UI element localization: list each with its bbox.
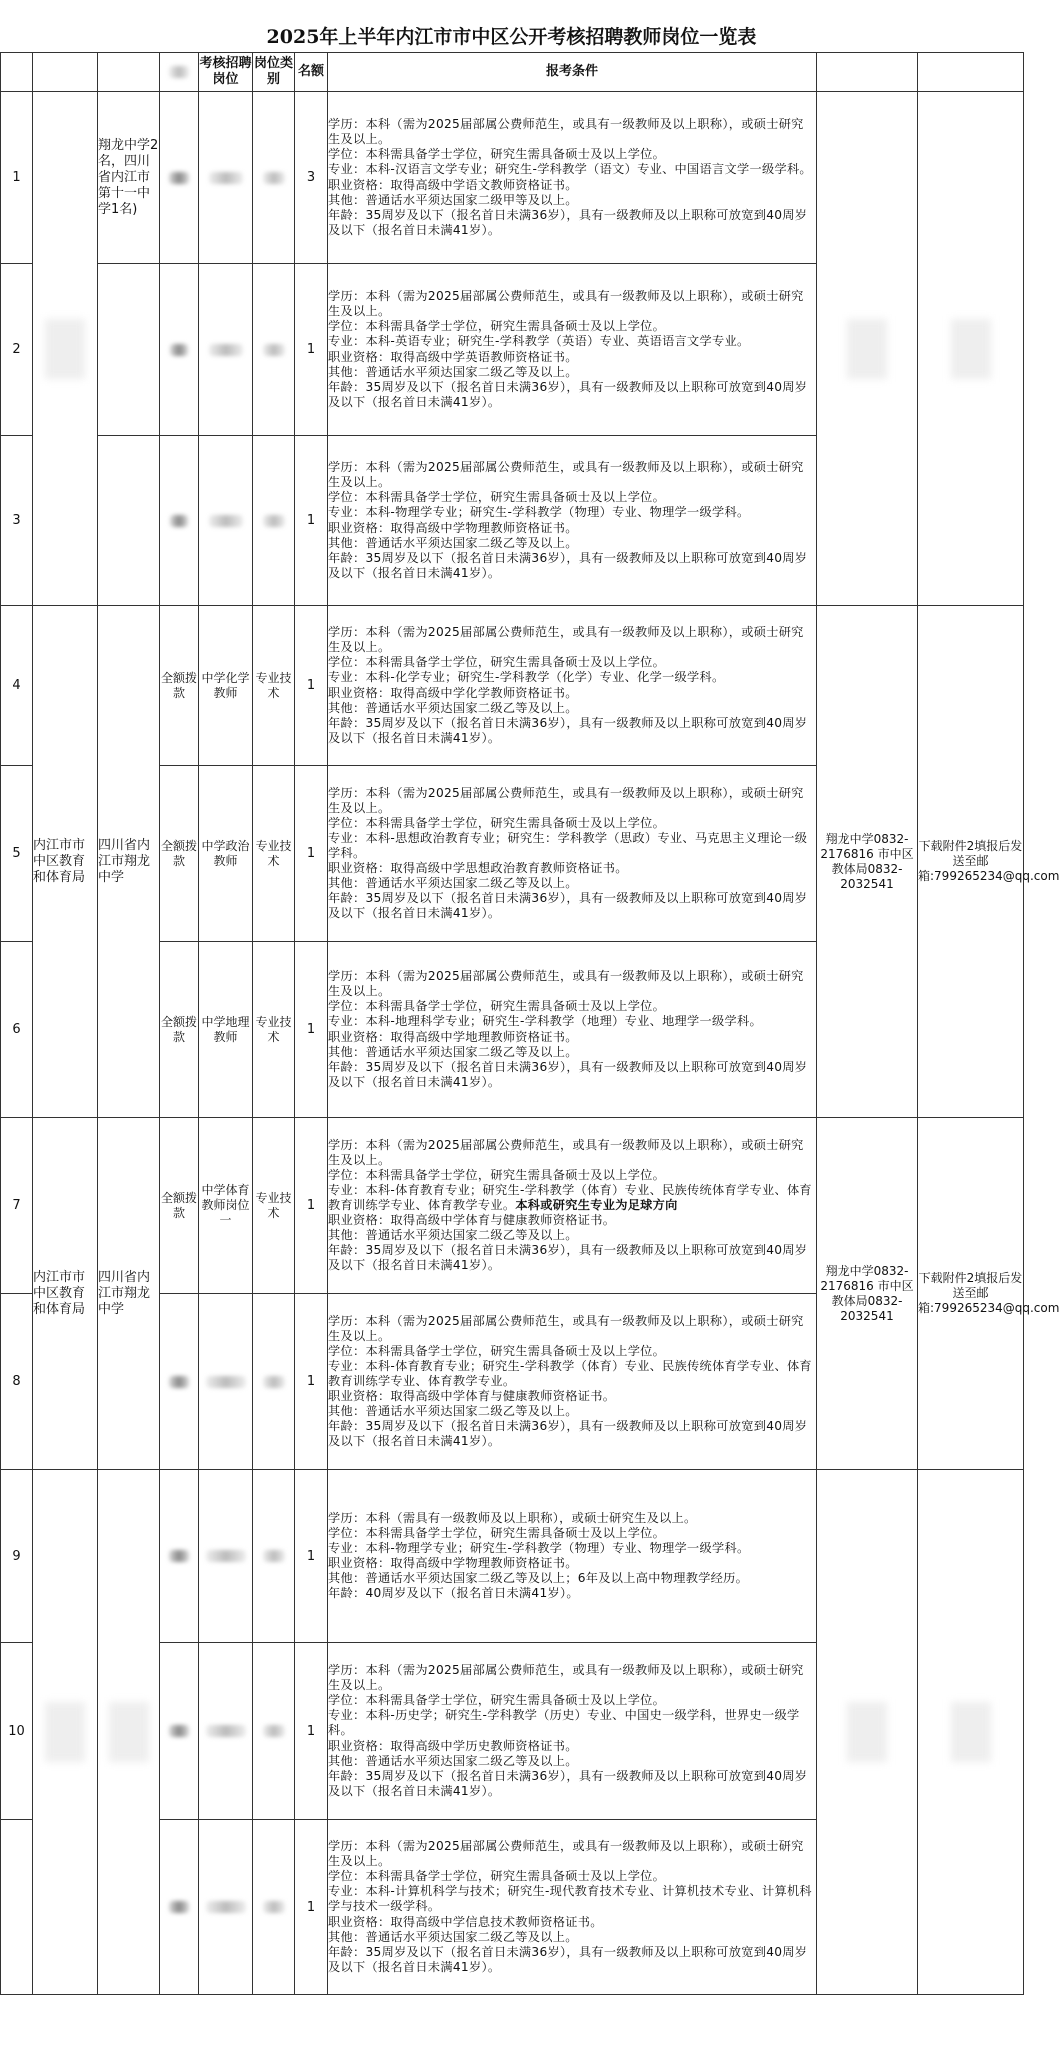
submit-cell: 下载附件2填报后发送至邮箱:799265234@qq.com bbox=[918, 606, 1024, 1118]
unit-cell: 内江市市中区教育和体育局 bbox=[33, 1118, 98, 1470]
count-cell: 1 bbox=[295, 1643, 328, 1820]
req-major: 专业：本科-汉语言文学专业；研究生-学科教学（语文）专业、中国语言文学一级学科。 bbox=[328, 162, 812, 177]
type-cell: 专业技术 bbox=[253, 766, 295, 942]
contact-cell-blurred bbox=[817, 1470, 918, 1995]
header-school bbox=[98, 53, 160, 92]
funding-cell bbox=[160, 436, 199, 606]
requirements-cell: 学历：本科（需为2025届部属公费师范生，或具有一级教师及以上职称），或硕士研究生及以上。 学位：本科需具备学士学位，研究生需具备硕士及以上学位。 专业：本科-英语专业；研究生-学科教学（英语）专业、英语语言文学专业。 职业资格：取得高级中学英语教师资格证书。 其他：普通话水平须达国家二级乙等及以上。 年龄：35周岁及以下（报名首日未满36岁），具有一级教师及以上职称可放宽到40周岁及以下（报名首日未满41岁）。 bbox=[328, 264, 817, 436]
requirements-cell: 学历：本科（需为2025届部属公费师范生，或具有一级教师及以上职称），或硕士研究生及以上。 学位：本科需具备学士学位，研究生需具备硕士及以上学位。 专业：本科-历史学；研究生-学科教学（历史）专业、中国史一级学科，世界史一级学科。 职业资格：取得高级中学历史教师资格证书。 其他：普通话水平须达国家二级乙等及以上。 年龄：35周岁及以下（报名首日未满36岁），具有一级教师及以上职称可放宽到40周岁及以下（报名首日未满41岁）。 bbox=[328, 1643, 817, 1820]
submit-cell-blurred bbox=[918, 1470, 1024, 1995]
post-cell bbox=[199, 1820, 253, 1995]
type-cell: 专业技术 bbox=[253, 1118, 295, 1294]
funding-cell bbox=[160, 1820, 199, 1995]
submit-cell-blurred bbox=[918, 92, 1024, 606]
post-cell bbox=[199, 264, 253, 436]
post-cell bbox=[199, 436, 253, 606]
row-number: 2 bbox=[1, 264, 33, 436]
unit-cell-blurred bbox=[33, 1470, 98, 1995]
count-cell: 1 bbox=[295, 1118, 328, 1294]
submit-cell: 下载附件2填报后发送至邮箱:799265234@qq.com bbox=[918, 1118, 1024, 1470]
type-cell bbox=[253, 1820, 295, 1995]
post-cell: 中学地理教师 bbox=[199, 942, 253, 1118]
school-cell bbox=[98, 436, 160, 606]
funding-cell: 全额拨款 bbox=[160, 606, 199, 766]
school-cell bbox=[98, 264, 160, 436]
requirements-cell: 学历：本科（需为2025届部属公费师范生，或具有一级教师及以上职称），或硕士研究生及以上。 学位：本科需具备学士学位，研究生需具备硕士及以上学位。 专业：本科-体育教育专业；研究生-学科教学（体育）专业、民族传统体育学专业、体育教育训练学专业、体育教学专业。 职业资格：取得高级中学体育与健康教师资格证书。 其他：普通话水平须达国家二级乙等及以上。 年龄：35周岁及以下（报名首日未满36岁），具有一级教师及以上职称可放宽到40周岁及以下（报名首日未满41岁）。 bbox=[328, 1294, 817, 1470]
post-cell bbox=[199, 1294, 253, 1470]
header-type: 岗位类别 bbox=[253, 53, 295, 92]
post-cell bbox=[199, 1643, 253, 1820]
funding-cell: 全额拨款 bbox=[160, 1118, 199, 1294]
post-cell: 中学政治教师 bbox=[199, 766, 253, 942]
count-cell: 1 bbox=[295, 942, 328, 1118]
unit-cell: 内江市市中区教育和体育局 bbox=[33, 606, 98, 1118]
header-contact bbox=[817, 53, 918, 92]
requirements-cell: 学历：本科（需为2025届部属公费师范生，或具有一级教师及以上职称），或硕士研究生及以上。 学位：本科需具备学士学位，研究生需具备硕士及以上学位。 专业：本科-思想政治教育专业；研究生：学科教学（思政）专业、马克思主义理论一级学科。 职业资格：取得高级中学思想政治教育教师资格证书。 其他：普通话水平须达国家二级乙等及以上。 年龄：35周岁及以下（报名首日未满36岁），具有一级教师及以上职称可放宽到40周岁及以下（报名首日未满41岁）。 bbox=[328, 766, 817, 942]
funding-cell bbox=[160, 1643, 199, 1820]
header-post: 考核招聘岗位 bbox=[199, 53, 253, 92]
req-other: 其他：普通话水平须达国家二级甲等及以上。 bbox=[328, 192, 578, 207]
school-cell: 四川省内江市翔龙中学 bbox=[98, 1118, 160, 1470]
table-row bbox=[1, 606, 1024, 766]
post-cell: 中学体育教师岗位一 bbox=[199, 1118, 253, 1294]
header-count: 名额 bbox=[295, 53, 328, 92]
type-cell: 专业技术 bbox=[253, 942, 295, 1118]
row-number: 7 bbox=[1, 1118, 33, 1294]
type-cell bbox=[253, 1294, 295, 1470]
header-unit bbox=[33, 53, 98, 92]
requirements-cell: 学历：本科（需为2025届部属公费师范生，或具有一级教师及以上职称），或硕士研究生及以上。 学位：本科需具备学士学位，研究生需具备硕士及以上学位。 专业：本科-地理科学专业；研究生-学科教学（地理）专业、地理学一级学科。 职业资格：取得高级中学地理教师资格证书。 其他：普通话水平须达国家二级乙等及以上。 年龄：35周岁及以下（报名首日未满36岁），具有一级教师及以上职称可放宽到40周岁及以下（报名首日未满41岁）。 bbox=[328, 942, 817, 1118]
header-requirements: 报考条件 bbox=[328, 53, 817, 92]
row-number: 1 bbox=[1, 92, 33, 264]
row-number: 4 bbox=[1, 606, 33, 766]
table-row bbox=[1, 1118, 1024, 1294]
count-cell: 3 bbox=[295, 92, 328, 264]
req-highlight: 本科或研究生专业为足球方向 bbox=[515, 1197, 678, 1212]
recruitment-table bbox=[0, 52, 1059, 1995]
header-funding bbox=[160, 53, 199, 92]
type-cell: 专业技术 bbox=[253, 606, 295, 766]
page-title: 2025年上半年内江市市中区公开考核招聘教师岗位一览表 bbox=[266, 26, 757, 48]
post-cell: 中学化学教师 bbox=[199, 606, 253, 766]
row-number: 5 bbox=[1, 766, 33, 942]
count-cell: 1 bbox=[295, 1820, 328, 1995]
header-no bbox=[1, 53, 33, 92]
funding-cell bbox=[160, 264, 199, 436]
type-cell bbox=[253, 1470, 295, 1643]
post-cell bbox=[199, 92, 253, 264]
row-number: 10 bbox=[1, 1643, 33, 1820]
school-cell-blurred bbox=[98, 1470, 160, 1995]
school-cell: 四川省内江市翔龙中学 bbox=[98, 606, 160, 1118]
count-cell: 1 bbox=[295, 436, 328, 606]
count-cell: 1 bbox=[295, 264, 328, 436]
row-number: 8 bbox=[1, 1294, 33, 1470]
funding-cell: 全额拨款 bbox=[160, 766, 199, 942]
table-row bbox=[1, 92, 1024, 264]
row-number: 6 bbox=[1, 942, 33, 1118]
requirements-cell: 学历：本科（需为2025届部属公费师范生，或具有一级教师及以上职称），或硕士研究生及以上。 学位：本科需具备学士学位，研究生需具备硕士及以上学位。 专业：本科-物理学专业；研究生-学科教学（物理）专业、物理学一级学科。 职业资格：取得高级中学物理教师资格证书。 其他：普通话水平须达国家二级乙等及以上。 年龄：35周岁及以下（报名首日未满36岁），具有一级教师及以上职称可放宽到40周岁及以下（报名首日未满41岁）。 bbox=[328, 436, 817, 606]
requirements-cell: 学历：本科（需为2025届部属公费师范生，或具有一级教师及以上职称），或硕士研究生及以上。 学位：本科需具备学士学位，研究生需具备硕士及以上学位。 专业：本科-计算机科学与技术；研究生-现代教育技术专业、计算机技术专业、计算机科学与技术一级学科。 职业资格：取得高级中学信息技术教师资格证书。 其他：普通话水平须达国家二级乙等及以上。 年龄：35周岁及以下（报名首日未满36岁），具有一级教师及以上职称可放宽到40周岁及以下（报名首日未满41岁）。 bbox=[328, 1820, 817, 1995]
post-cell bbox=[199, 1470, 253, 1643]
row-number: 3 bbox=[1, 436, 33, 606]
table-row bbox=[1, 1470, 1024, 1643]
count-cell: 1 bbox=[295, 1294, 328, 1470]
contact-cell: 翔龙中学0832-2176816 市中区教体局0832-2032541 bbox=[817, 1118, 918, 1470]
contact-cell-blurred bbox=[817, 92, 918, 606]
header-submit bbox=[918, 53, 1024, 92]
requirements-cell: 学历：本科（需为2025届部属公费师范生，或具有一级教师及以上职称），或硕士研究生及以上。 学位：本科需具备学士学位，研究生需具备硕士及以上学位。 专业：本科-体育教育专业；研究生-学科教学（体育）专业、民族传统体育学专业、体育教育训练学专业、体育教学专业。本科或研究生专业为足球方向 职业资格：取得高级中学体育与健康教师资格证书。 其他：普通话水平须达国家二级乙等及以上。 年龄：35周岁及以下（报名首日未满36岁），具有一级教师及以上职称可放宽到40周岁及以下（报名首日未满41岁）。 bbox=[328, 1118, 817, 1294]
funding-cell bbox=[160, 1294, 199, 1470]
row-number: 9 bbox=[1, 1470, 33, 1643]
requirements-cell bbox=[328, 92, 817, 264]
count-cell: 1 bbox=[295, 766, 328, 942]
req-age: 年龄：35周岁及以下（报名首日未满36岁），具有一级教师及以上职称可放宽到40周岁及以下（报名首日未满41岁）。 bbox=[328, 207, 808, 237]
funding-cell bbox=[160, 1470, 199, 1643]
count-cell: 1 bbox=[295, 606, 328, 766]
type-cell bbox=[253, 436, 295, 606]
req-certificate: 职业资格：取得高级中学语文教师资格证书。 bbox=[328, 177, 578, 192]
contact-cell: 翔龙中学0832-2176816 市中区教体局0832-2032541 bbox=[817, 606, 918, 1118]
funding-cell: 全额拨款 bbox=[160, 942, 199, 1118]
req-degree: 学位：本科需具备学士学位，研究生需具备硕士及以上学位。 bbox=[328, 147, 666, 162]
requirements-cell: 学历：本科（需具有一级教师及以上职称），或硕士研究生及以上。 学位：本科需具备学士学位，研究生需具备硕士及以上学位。 专业：本科-物理学专业；研究生-学科教学（物理）专业、物理学一级学科。 职业资格：取得高级中学物理教师资格证书。 其他：普通话水平须达国家二级乙等及以上；6年及以上高中物理教学经历。 年龄：40周岁及以下（报名首日未满41岁）。 bbox=[328, 1470, 817, 1643]
header-row bbox=[1, 53, 1024, 92]
funding-cell bbox=[160, 92, 199, 264]
type-cell bbox=[253, 264, 295, 436]
requirements-cell: 学历：本科（需为2025届部属公费师范生，或具有一级教师及以上职称），或硕士研究生及以上。 学位：本科需具备学士学位，研究生需具备硕士及以上学位。 专业：本科-化学专业；研究生-学科教学（化学）专业、化学一级学科。 职业资格：取得高级中学化学教师资格证书。 其他：普通话水平须达国家二级乙等及以上。 年龄：35周岁及以下（报名首日未满36岁），具有一级教师及以上职称可放宽到40周岁及以下（报名首日未满41岁）。 bbox=[328, 606, 817, 766]
school-cell: 翔龙中学2名，四川省内江市第十一中学1名) bbox=[98, 92, 160, 264]
row-number bbox=[1, 1820, 33, 1995]
unit-cell-blurred bbox=[33, 92, 98, 606]
count-cell: 1 bbox=[295, 1470, 328, 1643]
type-cell bbox=[253, 1643, 295, 1820]
req-education: 学历：本科（需为2025届部属公费师范生，或具有一级教师及以上职称），或硕士研究生及以上。 bbox=[328, 117, 804, 147]
type-cell bbox=[253, 92, 295, 264]
